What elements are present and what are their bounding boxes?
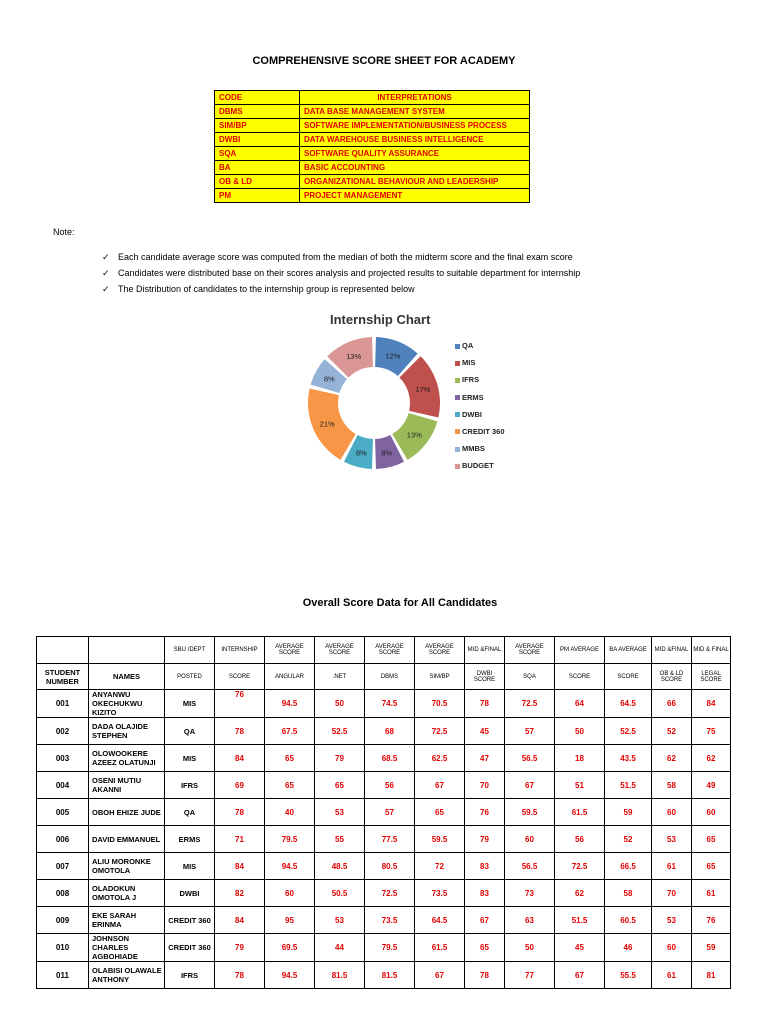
score-cell: 80.5 <box>365 853 415 880</box>
student-name: JOHNSON CHARLES AGBOHIADE <box>89 934 165 962</box>
score-cell: 64.5 <box>605 690 652 718</box>
score-cell: 72 <box>415 853 465 880</box>
score-cell: 62 <box>555 880 605 907</box>
posted-dept: CREDIT 360 <box>165 907 215 934</box>
score-cell: 69 <box>215 772 265 799</box>
student-name: EKE SARAH ERINMA <box>89 907 165 934</box>
header-cell: BA AVERAGE <box>605 637 652 664</box>
score-cell: 64 <box>555 690 605 718</box>
note-text: Candidates were distributed base on their scores analysis and projected results to suitable department for internship <box>118 268 581 278</box>
table-row <box>37 745 731 772</box>
score-cell: 56 <box>555 826 605 853</box>
header-cell: SBU /DEPT <box>165 637 215 664</box>
legend-swatch <box>455 464 460 469</box>
score-cell: 57 <box>505 718 555 745</box>
score-cell: 70.5 <box>415 690 465 718</box>
table-row <box>37 934 731 962</box>
code-row <box>215 147 530 161</box>
legend-label: ERMS <box>462 392 484 402</box>
score-cell: 58 <box>605 880 652 907</box>
score-cell: 72.5 <box>415 718 465 745</box>
score-cell: 62 <box>692 745 731 772</box>
score-cell: 81.5 <box>365 962 415 989</box>
student-number: 008 <box>37 880 89 907</box>
score-cell: 94.5 <box>265 962 315 989</box>
header-cell: AVERAGE SCORE <box>415 637 465 664</box>
score-cell: 72.5 <box>505 690 555 718</box>
table-row <box>37 772 731 799</box>
header-cell: AVERAGE SCORE <box>265 637 315 664</box>
score-cell: 84 <box>215 745 265 772</box>
posted-dept: IFRS <box>165 962 215 989</box>
code-cell: SQA <box>215 147 300 161</box>
table-row <box>37 880 731 907</box>
slice-label: 8% <box>381 448 393 458</box>
score-cell: 59.5 <box>415 826 465 853</box>
score-cell: 79.5 <box>265 826 315 853</box>
score-cell: 65 <box>265 772 315 799</box>
interpretation-cell: DATA WAREHOUSE BUSINESS INTELLIGENCE <box>300 133 530 147</box>
code-cell: PM <box>215 189 300 203</box>
score-cell: 65 <box>315 772 365 799</box>
note-item <box>102 282 580 298</box>
score-cell: 56 <box>365 772 415 799</box>
score-cell: 60 <box>652 934 692 962</box>
header-cell: INTERNSHIP <box>215 637 265 664</box>
header-cell: LEGAL SCORE <box>692 664 731 690</box>
score-cell: 95 <box>265 907 315 934</box>
code-row <box>215 105 530 119</box>
student-name: DADA OLAJIDE STEPHEN <box>89 718 165 745</box>
score-cell: 51.5 <box>605 772 652 799</box>
table-row <box>37 690 731 718</box>
score-cell: 61 <box>652 853 692 880</box>
score-cell: 73 <box>505 880 555 907</box>
interpretation-cell: DATA BASE MANAGEMENT SYSTEM <box>300 105 530 119</box>
table-row <box>37 907 731 934</box>
legend-item <box>455 426 505 443</box>
header-cell: SQA <box>505 664 555 690</box>
table-row <box>37 718 731 745</box>
legend-item <box>455 357 505 374</box>
score-cell: 72.5 <box>555 853 605 880</box>
score-cell: 83 <box>465 853 505 880</box>
score-cell: 55.5 <box>605 962 652 989</box>
score-cell: 67.5 <box>265 718 315 745</box>
student-name: ALIU MORONKE OMOTOLA <box>89 853 165 880</box>
score-cell: 52 <box>605 826 652 853</box>
student-name: OBOH EHIZE JUDE <box>89 799 165 826</box>
slice-label: 13% <box>346 352 362 362</box>
legend-item <box>455 392 505 409</box>
score-cell: 60 <box>265 880 315 907</box>
score-cell: 50 <box>315 690 365 718</box>
score-cell: 59 <box>692 934 731 962</box>
score-cell: 63 <box>505 907 555 934</box>
legend-item <box>455 340 505 357</box>
student-number: 004 <box>37 772 89 799</box>
score-cell: 56.5 <box>505 745 555 772</box>
header-cell: AVERAGE SCORE <box>365 637 415 664</box>
score-cell: 44 <box>315 934 365 962</box>
internship-donut-chart <box>308 337 440 469</box>
legend-label: BUDGET <box>462 461 494 471</box>
student-name: OLOWOOKERE AZEEZ OLATUNJI <box>89 745 165 772</box>
header-cell: STUDENT NUMBER <box>37 664 89 690</box>
student-number: 009 <box>37 907 89 934</box>
legend-label: MIS <box>462 358 476 368</box>
header-cell: SCORE <box>605 664 652 690</box>
code-header: CODE <box>215 91 300 105</box>
score-cell: 53 <box>315 799 365 826</box>
code-cell: DWBI <box>215 133 300 147</box>
interpretation-header: INTERPRETATIONS <box>300 91 530 105</box>
score-cell: 82 <box>215 880 265 907</box>
score-cell: 45 <box>555 934 605 962</box>
score-cell: 48.5 <box>315 853 365 880</box>
chart-legend <box>455 340 505 478</box>
legend-swatch <box>455 429 460 434</box>
score-cell: 52 <box>652 718 692 745</box>
score-cell: 84 <box>215 907 265 934</box>
score-cell: 51.5 <box>555 907 605 934</box>
note-label: Note: <box>53 227 75 237</box>
legend-swatch <box>455 361 460 366</box>
legend-item <box>455 409 505 426</box>
legend-item <box>455 460 505 477</box>
legend-label: IFRS <box>462 375 480 385</box>
score-cell: 94.5 <box>265 690 315 718</box>
slice-label: 21% <box>319 419 335 429</box>
score-cell: 71 <box>215 826 265 853</box>
code-cell: DBMS <box>215 105 300 119</box>
note-text: Each candidate average score was computed from the median of both the midterm score and the final exam score <box>118 252 573 262</box>
code-interpretation-table <box>214 90 530 203</box>
student-number: 006 <box>37 826 89 853</box>
code-row <box>215 119 530 133</box>
interpretation-cell: BASIC ACCOUNTING <box>300 161 530 175</box>
score-cell: 62 <box>652 745 692 772</box>
interpretation-cell: SOFTWARE IMPLEMENTATION/BUSINESS PROCESS <box>300 119 530 133</box>
code-table-header-row <box>215 91 530 105</box>
score-cell: 60 <box>692 799 731 826</box>
posted-dept: ERMS <box>165 826 215 853</box>
slice-label: 8% <box>355 448 367 458</box>
checkmark-icon: ✓ <box>102 252 110 262</box>
score-cell: 62.5 <box>415 745 465 772</box>
posted-dept: QA <box>165 799 215 826</box>
header-cell: AVERAGE SCORE <box>315 637 365 664</box>
score-cell: 73.5 <box>365 907 415 934</box>
score-cell: 77.5 <box>365 826 415 853</box>
student-name: ANYANWU OKECHUKWU KIZITO <box>89 690 165 718</box>
score-cell: 51 <box>555 772 605 799</box>
score-cell: 18 <box>555 745 605 772</box>
score-cell: 61.5 <box>415 934 465 962</box>
score-cell: 67 <box>415 962 465 989</box>
score-cell: 84 <box>215 853 265 880</box>
header-cell: DBMS <box>365 664 415 690</box>
score-cell: 60 <box>652 799 692 826</box>
score-cell: 84 <box>692 690 731 718</box>
score-cell: 77 <box>505 962 555 989</box>
posted-dept: CREDIT 360 <box>165 934 215 962</box>
posted-dept: MIS <box>165 690 215 718</box>
header-cell: SCORE <box>215 664 265 690</box>
table-row <box>37 826 731 853</box>
table-row <box>37 799 731 826</box>
header-cell: DWBI SCORE <box>465 664 505 690</box>
score-cell: 55 <box>315 826 365 853</box>
score-cell: 53 <box>652 907 692 934</box>
slice-label: 12% <box>385 351 401 361</box>
slice-label: 13% <box>406 430 422 440</box>
score-cell: 66.5 <box>605 853 652 880</box>
score-cell: 81.5 <box>315 962 365 989</box>
header-cell: SIM/BP <box>415 664 465 690</box>
legend-item <box>455 443 505 460</box>
score-cell: 61 <box>652 962 692 989</box>
posted-dept: MIS <box>165 745 215 772</box>
student-number: 005 <box>37 799 89 826</box>
score-cell: 68.5 <box>365 745 415 772</box>
score-cell: 76 <box>465 799 505 826</box>
note-text: The Distribution of candidates to the internship group is represented below <box>118 284 415 294</box>
note-item <box>102 266 580 282</box>
code-row <box>215 189 530 203</box>
score-cell: 79 <box>465 826 505 853</box>
score-cell: 50 <box>555 718 605 745</box>
header-cell <box>89 637 165 664</box>
code-cell: SIM/BP <box>215 119 300 133</box>
code-row <box>215 161 530 175</box>
legend-swatch <box>455 344 460 349</box>
score-cell: 76 <box>692 907 731 934</box>
table-row <box>37 962 731 989</box>
score-cell: 78 <box>465 962 505 989</box>
checkmark-icon: ✓ <box>102 284 110 294</box>
score-cell: 67 <box>465 907 505 934</box>
score-cell: 52.5 <box>605 718 652 745</box>
code-row <box>215 175 530 189</box>
student-number: 002 <box>37 718 89 745</box>
legend-item <box>455 374 505 391</box>
score-cell: 67 <box>555 962 605 989</box>
score-cell: 53 <box>315 907 365 934</box>
score-cell: 45 <box>465 718 505 745</box>
score-header-row <box>37 637 731 664</box>
score-cell: 65 <box>265 745 315 772</box>
score-cell: 65 <box>465 934 505 962</box>
score-cell: 60.5 <box>605 907 652 934</box>
score-cell: 64.5 <box>415 907 465 934</box>
score-cell: 79.5 <box>365 934 415 962</box>
score-cell: 46 <box>605 934 652 962</box>
header-cell: OB & LD SCORE <box>652 664 692 690</box>
posted-dept: IFRS <box>165 772 215 799</box>
score-cell: 50.5 <box>315 880 365 907</box>
score-cell: 43.5 <box>605 745 652 772</box>
score-cell: 75 <box>692 718 731 745</box>
score-cell: 78 <box>215 962 265 989</box>
student-number: 001 <box>37 690 89 718</box>
posted-dept: MIS <box>165 853 215 880</box>
legend-label: QA <box>462 341 474 350</box>
student-number: 003 <box>37 745 89 772</box>
score-cell: 79 <box>315 745 365 772</box>
header-cell: NAMES <box>89 664 165 690</box>
header-cell: MID &FINAL <box>652 637 692 664</box>
score-cell: 59 <box>605 799 652 826</box>
score-cell: 67 <box>415 772 465 799</box>
student-name: OSENI MUTIU AKANNI <box>89 772 165 799</box>
score-cell: 59.5 <box>505 799 555 826</box>
score-cell: 65 <box>692 853 731 880</box>
score-cell: 40 <box>265 799 315 826</box>
score-cell: 70 <box>465 772 505 799</box>
score-cell: 72.5 <box>365 880 415 907</box>
legend-swatch <box>455 447 460 452</box>
legend-swatch <box>455 412 460 417</box>
score-cell: 61.5 <box>555 799 605 826</box>
score-cell: 49 <box>692 772 731 799</box>
score-cell: 65 <box>692 826 731 853</box>
score-cell: 52.5 <box>315 718 365 745</box>
header-cell: PM AVERAGE <box>555 637 605 664</box>
score-cell: 66 <box>652 690 692 718</box>
header-cell: ANGULAR <box>265 664 315 690</box>
header-cell: POSTED <box>165 664 215 690</box>
score-cell: 70 <box>652 880 692 907</box>
interpretation-cell: ORGANIZATIONAL BEHAVIOUR AND LEADERSHIP <box>300 175 530 189</box>
slice-label: 17% <box>415 384 431 394</box>
score-cell: 58 <box>652 772 692 799</box>
student-number: 011 <box>37 962 89 989</box>
score-cell: 61 <box>692 880 731 907</box>
code-cell: BA <box>215 161 300 175</box>
notes-list <box>102 250 580 298</box>
section-title: Overall Score Data for All Candidates <box>302 597 498 609</box>
score-cell: 47 <box>465 745 505 772</box>
interpretation-cell: PROJECT MANAGEMENT <box>300 189 530 203</box>
header-cell: MID &FINAL <box>465 637 505 664</box>
score-cell: 67 <box>505 772 555 799</box>
student-number: 007 <box>37 853 89 880</box>
header-cell: .NET <box>315 664 365 690</box>
checkmark-icon: ✓ <box>102 268 110 278</box>
score-cell: 73.5 <box>415 880 465 907</box>
legend-label: CREDIT 360 <box>462 426 505 436</box>
posted-dept: DWBI <box>165 880 215 907</box>
slice-label: 8% <box>323 374 335 384</box>
interpretation-cell: SOFTWARE QUALITY ASSURANCE <box>300 147 530 161</box>
legend-swatch <box>455 395 460 400</box>
score-cell: 78 <box>215 799 265 826</box>
posted-dept: QA <box>165 718 215 745</box>
student-number: 010 <box>37 934 89 962</box>
code-cell: OB & LD <box>215 175 300 189</box>
score-cell: 79 <box>215 934 265 962</box>
score-cell: 50 <box>505 934 555 962</box>
note-item <box>102 250 580 266</box>
score-cell: 81 <box>692 962 731 989</box>
score-cell: 94.5 <box>265 853 315 880</box>
score-cell: 74.5 <box>365 690 415 718</box>
score-cell: 56.5 <box>505 853 555 880</box>
header-cell: AVERAGE SCORE <box>505 637 555 664</box>
score-cell: 60 <box>505 826 555 853</box>
score-cell: 78 <box>215 718 265 745</box>
score-cell: 83 <box>465 880 505 907</box>
chart-title: Internship Chart <box>330 312 431 327</box>
student-name: OLABISI OLAWALE ANTHONY <box>89 962 165 989</box>
score-cell: 69.5 <box>265 934 315 962</box>
score-cell: 68 <box>365 718 415 745</box>
student-name: OLADOKUN OMOTOLA J <box>89 880 165 907</box>
score-cell: 65 <box>415 799 465 826</box>
score-cell: 76 <box>215 690 265 718</box>
legend-swatch <box>455 378 460 383</box>
header-cell: MID & FINAL <box>692 637 731 664</box>
header-cell <box>37 637 89 664</box>
code-row <box>215 133 530 147</box>
legend-label: DWBI <box>462 409 482 419</box>
legend-label: MMBS <box>462 444 485 454</box>
document-title: COMPREHENSIVE SCORE SHEET FOR ACADEMY <box>252 55 516 67</box>
score-cell: 53 <box>652 826 692 853</box>
score-subheader-row <box>37 664 731 690</box>
score-cell: 78 <box>465 690 505 718</box>
header-cell: SCORE <box>555 664 605 690</box>
score-table <box>36 636 731 989</box>
student-name: DAVID EMMANUEL <box>89 826 165 853</box>
table-row <box>37 853 731 880</box>
score-cell: 57 <box>365 799 415 826</box>
